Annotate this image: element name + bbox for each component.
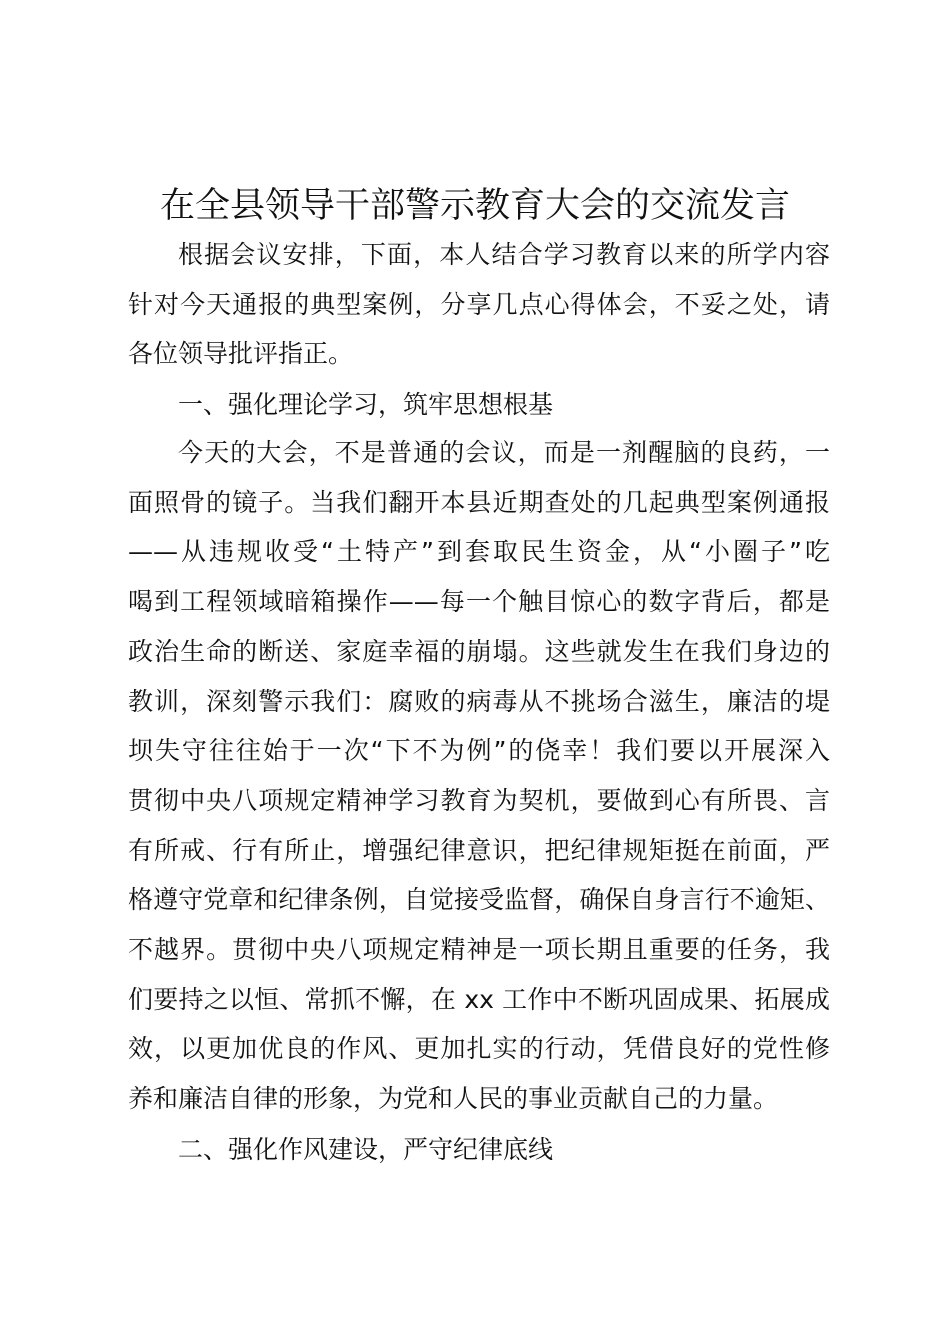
paragraph-line: 养和廉洁自律的形象，为党和人民的事业贡献自己的力量。: [128, 1084, 779, 1114]
paragraph-line: 今天的大会，不是普通的会议，而是一剂醒脑的良药，一: [178, 438, 830, 467]
paragraph-line: 不越界。贯彻中央八项规定精神是一项长期且重要的任务，我: [128, 935, 830, 965]
paragraph-line: 喝到工程领域暗箱操作——每一个触目惊心的数字背后，都是: [128, 587, 830, 617]
paragraph-line: 贯彻中央八项规定精神学习教育为契机，要做到心有所畏、言: [128, 785, 830, 815]
paragraph-line: 各位领导批评指正。: [128, 339, 354, 369]
paragraph-line: 政治生命的断送、家庭幸福的崩塌。这些就发生在我们身边的: [128, 636, 830, 666]
section-1-paragraph: [128, 428, 830, 1124]
document-title: 在全县领导干部警示教育大会的交流发言: [159, 186, 790, 226]
paragraph-line: 们要持之以恒、常抓不懈，在 xx 工作中不断巩固成果、拓展成: [128, 984, 830, 1014]
paragraph-line: 格遵守党章和纪律条例，自觉接受监督，确保自身言行不逾矩、: [128, 885, 830, 915]
section-heading-2: 二、强化作风建设，严守纪律底线: [178, 1135, 554, 1164]
paragraph-line: 教训，深刻警示我们：腐败的病毒从不挑场合滋生，廉洁的堤: [128, 686, 830, 716]
paragraph-line: 针对今天通报的典型案例，分享几点心得体会，不妥之处，请: [128, 289, 830, 319]
section-heading-1: 一、强化理论学习，筑牢思想根基: [178, 390, 554, 419]
paragraph-line: 面照骨的镜子。当我们翻开本县近期查处的几起典型案例通报: [128, 487, 830, 517]
paragraph-line: 有所戒、行有所止，增强纪律意识，把纪律规矩挺在前面，严: [128, 835, 830, 865]
paragraph-line: 坝失守往往始于一次“下不为例”的侥幸！我们要以开展深入: [128, 736, 830, 766]
paragraph-line: 根据会议安排，下面，本人结合学习教育以来的所学内容: [178, 240, 830, 269]
paragraph-line: ——从违规收受“土特产”到套取民生资金，从“小圈子”吃: [128, 537, 830, 567]
intro-paragraph: [128, 230, 830, 379]
paragraph-line: 效，以更加优良的作风、更加扎实的行动，凭借良好的党性修: [128, 1034, 830, 1064]
